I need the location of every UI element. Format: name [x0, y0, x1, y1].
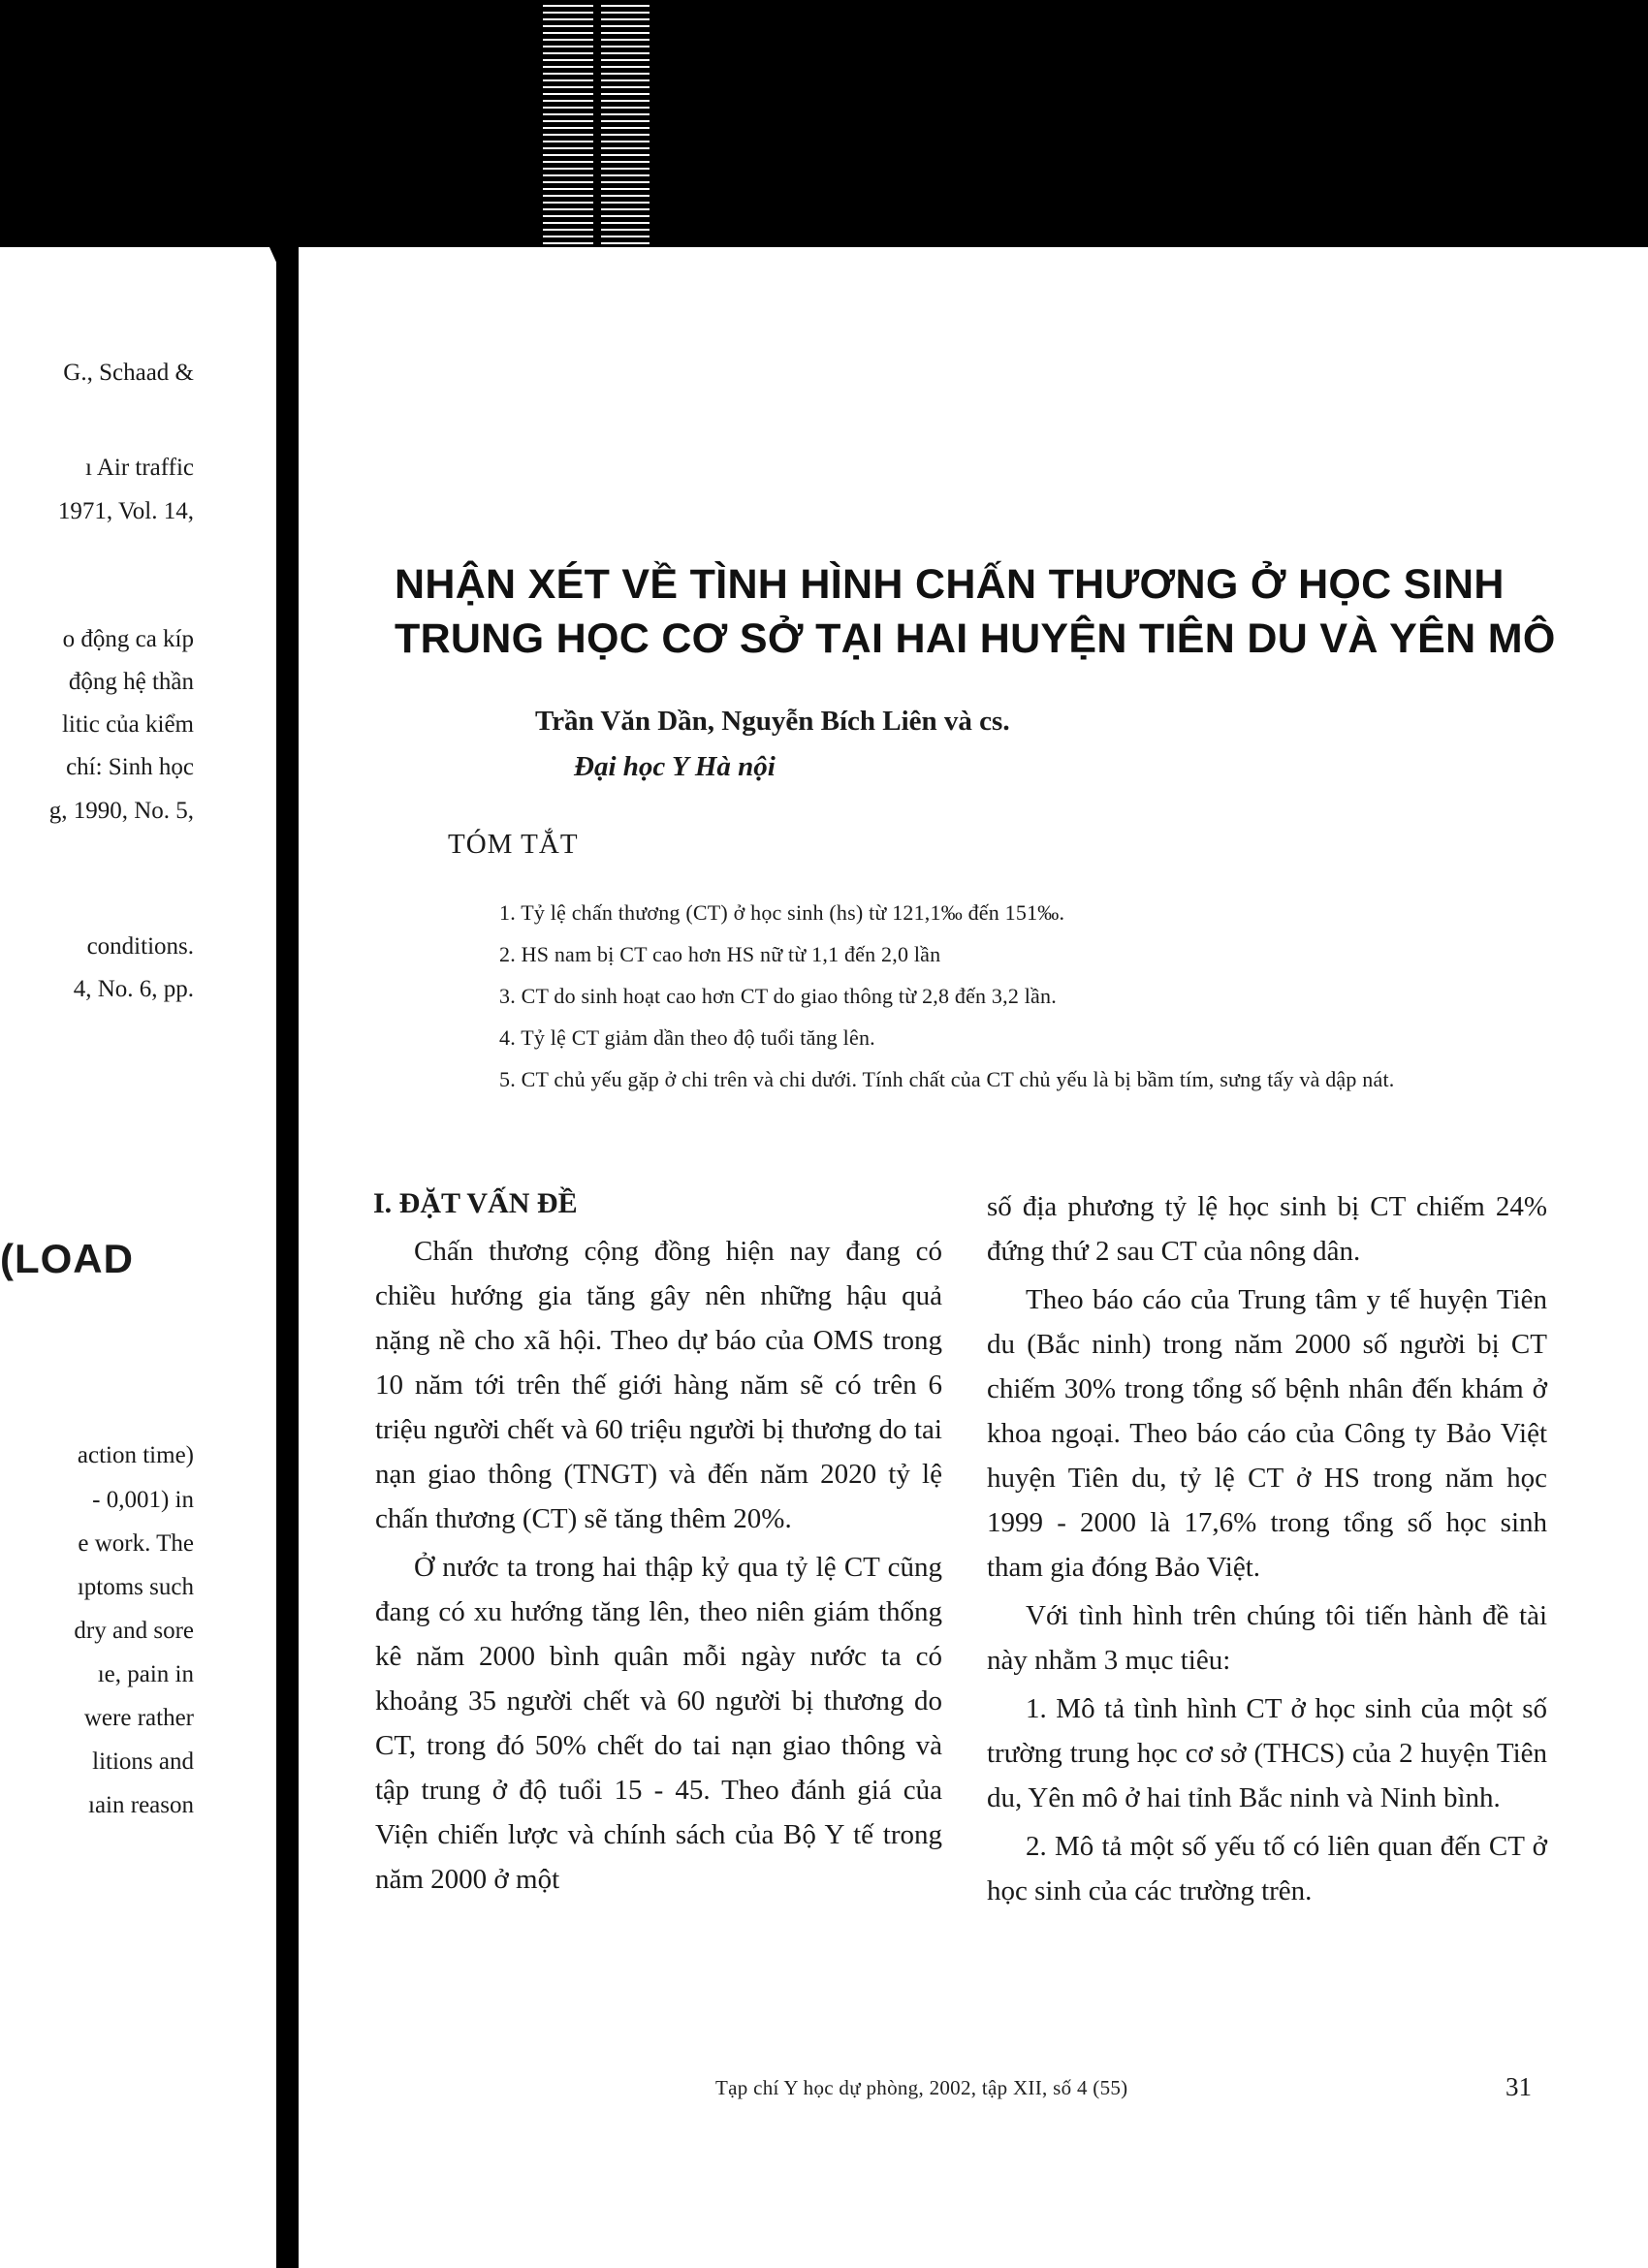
prev-page-line: ı Air traffic: [85, 455, 194, 481]
title-line: TRUNG HỌC CƠ SỞ TẠI HAI HUYỆN TIÊN DU VÀ YÊN MÔ: [395, 615, 1556, 662]
abstract-item: 2. HS nam bị CT cao hơn HS nữ từ 1,1 đến 2,0 lần: [499, 942, 941, 966]
abstract-item: 3. CT do sinh hoạt cao hơn CT do giao thông từ 2,8 đến 3,2 lần.: [499, 984, 1057, 1008]
abstract-item: 4. Tỷ lệ CT giảm dần theo độ tuổi tăng lên.: [499, 1025, 875, 1050]
prev-page-body-line: dry and sore: [74, 1618, 194, 1644]
scan-top-shadow: [0, 0, 1648, 247]
body-paragraph: Ở nước ta trong hai thập kỷ qua tỷ lệ CT cũng đang có xu hướng tăng lên, theo niên giám thống kê năm 2000 bình quân mỗi ngày nước ta có khoảng 35 người chết và 60 người bị thương do CT, trong đó 50% chết do tai nạn giao thông và tập trung ở độ tuổi 15 - 45. Theo đánh giá của Viện chiến lược và chính sách của Bộ Y tế trong năm 2000 ở một: [375, 1552, 942, 1895]
prev-page-body-line: ıe, pain in: [97, 1661, 194, 1687]
body-paragraph: Với tình hình trên chúng tôi tiến hành đề tài này nhằm 3 mục tiêu:: [987, 1600, 1547, 1676]
footer-journal: Tạp chí Y học dự phòng, 2002, tập XII, số 4 (55): [715, 2076, 1128, 2099]
abstract-item: 1. Tỷ lệ chấn thương (CT) ở học sinh (hs) từ 121,1‰ đến 151‰.: [499, 900, 1065, 925]
prev-page-heading: (LOAD: [0, 1236, 134, 1281]
body-paragraph: số địa phương tỷ lệ học sinh bị CT chiếm 24% đứng thứ 2 sau CT của nông dân.: [987, 1191, 1547, 1267]
page-number: 31: [1505, 2072, 1532, 2101]
body-column-left: [375, 1229, 942, 1906]
prev-page-line: động hệ thần: [68, 669, 194, 695]
prev-page-body-line: were rather: [83, 1705, 194, 1731]
prev-page-body-line: - 0,001) in: [92, 1487, 194, 1513]
scan-spine-bar: [593, 0, 601, 247]
prev-page-line: conditions.: [86, 933, 194, 960]
article-title: [395, 557, 1587, 666]
body-paragraph: 1. Mô tả tình hình CT ở học sinh của một số trường trung học cơ sở (THCS) của 2 huyện Tiên du, Yên mô ở hai tỉnh Bắc ninh và Ninh bình.: [987, 1693, 1547, 1813]
affiliation: Đại học Y Hà nội: [574, 751, 776, 782]
title-line: NHẬN XÉT VỀ TÌNH HÌNH CHẤN THƯƠNG Ở HỌC SINH: [395, 561, 1505, 608]
prev-page-line: G., Schaad &: [63, 360, 194, 386]
prev-page-line: chí: Sinh học: [66, 754, 194, 780]
prev-page-line: 4, No. 6, pp.: [73, 976, 194, 1002]
abstract-list: [499, 897, 1561, 1105]
section-heading: I. ĐẶT VẤN ĐỀ: [373, 1187, 578, 1219]
prev-page-body-line: litions and: [92, 1748, 194, 1775]
body-paragraph: Theo báo cáo của Trung tâm y tế huyện Tiên du (Bắc ninh) trong năm 2000 số người bị CT chiếm 30% trong tổng số bệnh nhân đến khám ở khoa ngoại. Theo báo cáo của Công ty Bảo Việt huyện Tiên du, tỷ lệ CT ở HS trong năm học 1999 - 2000 là 17,6% trong tổng số học sinh tham gia đóng Bảo Việt.: [987, 1284, 1547, 1583]
body-paragraph: 2. Mô tả một số yếu tố có liên quan đến CT ở học sinh của các trường trên.: [987, 1831, 1547, 1906]
prev-page-line: g, 1990, No. 5,: [48, 798, 194, 824]
body-paragraph: Chấn thương cộng đồng hiện nay đang có chiều hướng gia tăng gây nên những hậu quả nặng nề cho xã hội. Theo dự báo của OMS trong 10 năm tới trên thế giới hàng năm sẽ có trên 6 triệu người chết và 60 triệu người bị thương do tai nạn giao thông (TNGT) và đến năm 2020 tỷ lệ chấn thương (CT) sẽ tăng thêm 20%.: [375, 1236, 942, 1534]
body-column-right: [987, 1184, 1547, 1917]
prev-page-line: litic của kiểm: [61, 711, 194, 738]
abstract-heading: TÓM TẮT: [448, 829, 579, 860]
prev-page-body-line: e work. The: [78, 1530, 194, 1557]
prev-page-line: o động ca kíp: [62, 626, 194, 652]
prev-page-body-line: ıain reason: [88, 1792, 194, 1818]
page-binding-shadow: [276, 247, 299, 2268]
prev-page-body-line: action time): [77, 1442, 194, 1468]
prev-page-line: 1971, Vol. 14,: [57, 498, 194, 524]
abstract-item: 5. CT chủ yếu gặp ở chi trên và chi dưới. Tính chất của CT chủ yếu là bị bầm tím, sưng tấy và dập nát.: [499, 1067, 1395, 1091]
previous-page-fragment: [0, 247, 276, 2268]
authors: Trần Văn Dần, Nguyễn Bích Liên và cs.: [535, 706, 1010, 737]
prev-page-body-line: ıptoms such: [77, 1574, 194, 1600]
